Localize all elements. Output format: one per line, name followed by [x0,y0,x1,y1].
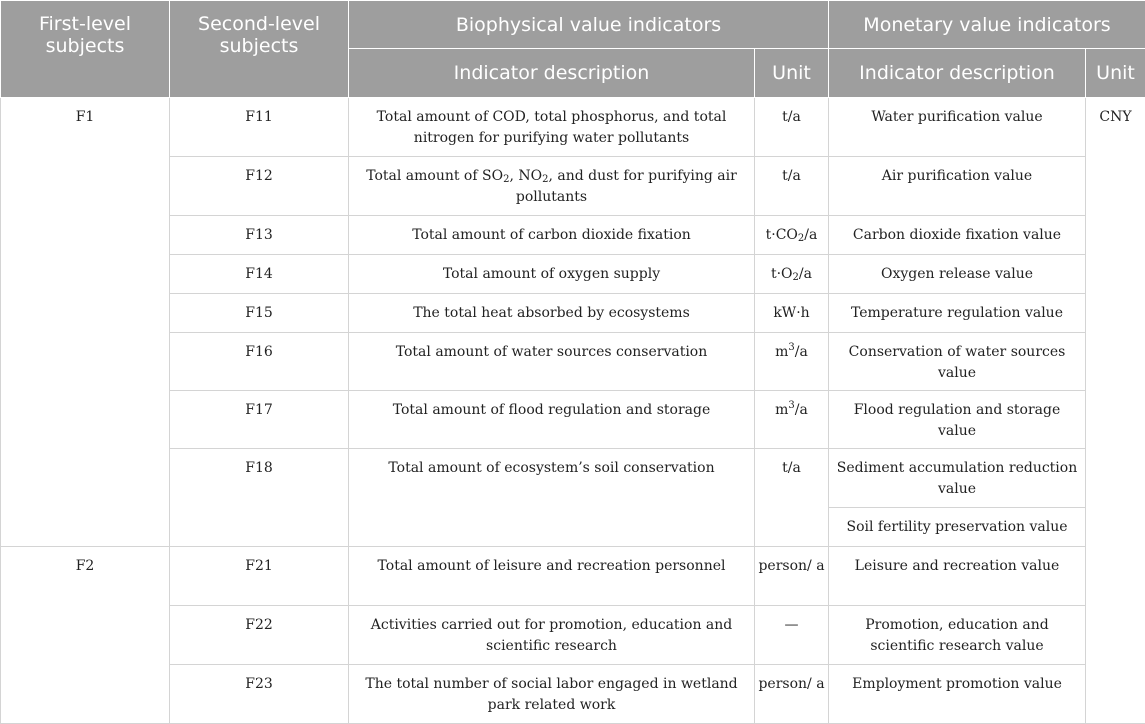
subscript: 2 [798,233,804,244]
indicator-unit: person/ a [755,665,829,724]
second-level-id: F15 [170,294,349,333]
header-bio-unit: Unit [755,49,829,98]
unit-part: t·CO [766,227,798,243]
first-level-f2: F2 [1,547,170,724]
superscript: 3 [788,342,794,353]
header-second-level: Second-level subjects [170,1,349,98]
table-row [1,255,1145,294]
unit-part: m [775,402,788,418]
indicator-description: The total number of social labor engaged in wetland park related work [349,665,755,724]
monetary-description: Conservation of water sources value [829,333,1086,391]
header-monetary: Monetary value indicators [829,1,1145,49]
unit-part: /a [795,344,808,360]
indicator-unit: t/a [755,98,829,157]
header-biophysical: Biophysical value indicators [349,1,829,49]
indicator-description: The total heat absorbed by ecosystems [349,294,755,333]
table-row [1,547,1145,606]
indicator-description: Total amount of ecosystem’s soil conservation [349,449,755,547]
monetary-description: Sediment accumulation reduction value [829,449,1086,508]
indicator-description: Total amount of water sources conservation [349,333,755,391]
monetary-description: Promotion, education and scientific research value [829,606,1086,665]
desc-part: Total amount of SO [366,168,503,184]
second-level-id: F22 [170,606,349,665]
indicator-unit: kW·h [755,294,829,333]
table-row [1,391,1145,449]
table-row [1,449,1145,508]
indicator-unit: t/a [755,449,829,547]
subscript: 2 [793,272,799,283]
monetary-description: Flood regulation and storage value [829,391,1086,449]
unit-part: /a [795,402,808,418]
unit-part: t·O [771,266,793,282]
indicator-unit [755,216,829,255]
indicator-description: Total amount of leisure and recreation personnel [349,547,755,606]
table-row [1,157,1145,216]
desc-part: , and dust for purifying air pollutants [516,168,737,205]
table-row [1,216,1145,255]
subscript: 2 [542,174,548,185]
monetary-description: Air purification value [829,157,1086,216]
second-level-id: F21 [170,547,349,606]
header-bio-indicator-description: Indicator description [349,49,755,98]
second-level-id: F14 [170,255,349,294]
subscript: 2 [503,174,509,185]
monetary-description: Water purification value [829,98,1086,157]
table-row [1,294,1145,333]
table-row [1,98,1145,157]
monetary-description: Carbon dioxide fixation value [829,216,1086,255]
monetary-description: Oxygen release value [829,255,1086,294]
header-mon-indicator-description: Indicator description [829,49,1086,98]
unit-part: m [775,344,788,360]
header-mon-unit: Unit [1086,49,1145,98]
first-level-f1: F1 [1,98,170,547]
unit-part: /a [804,227,817,243]
header-first-level: First-level subjects [1,1,170,98]
table-row [1,606,1145,665]
superscript: 3 [788,400,794,411]
indicator-description [349,157,755,216]
monetary-description: Soil fertility preservation value [829,508,1086,547]
indicator-description: Total amount of flood regulation and storage [349,391,755,449]
second-level-id: F11 [170,98,349,157]
indicator-unit [755,333,829,391]
desc-part: , NO [509,168,542,184]
monetary-description: Employment promotion value [829,665,1086,724]
table-row [1,665,1145,724]
monetary-unit: CNY [1086,98,1145,724]
second-level-id: F18 [170,449,349,547]
table-row [1,333,1145,391]
second-level-id: F12 [170,157,349,216]
monetary-description: Temperature regulation value [829,294,1086,333]
indicator-unit: t/a [755,157,829,216]
second-level-id: F16 [170,333,349,391]
unit-part: /a [799,266,812,282]
indicator-unit [755,391,829,449]
second-level-id: F17 [170,391,349,449]
second-level-id: F23 [170,665,349,724]
indicator-description: Total amount of carbon dioxide fixation [349,216,755,255]
indicator-description: Activities carried out for promotion, education and scientific research [349,606,755,665]
indicator-unit [755,255,829,294]
second-level-id: F13 [170,216,349,255]
monetary-description: Leisure and recreation value [829,547,1086,606]
indicator-description: Total amount of COD, total phosphorus, and total nitrogen for purifying water pollutants [349,98,755,157]
indicator-unit: — [755,606,829,665]
indicator-description: Total amount of oxygen supply [349,255,755,294]
indicator-unit: person/ a [755,547,829,606]
